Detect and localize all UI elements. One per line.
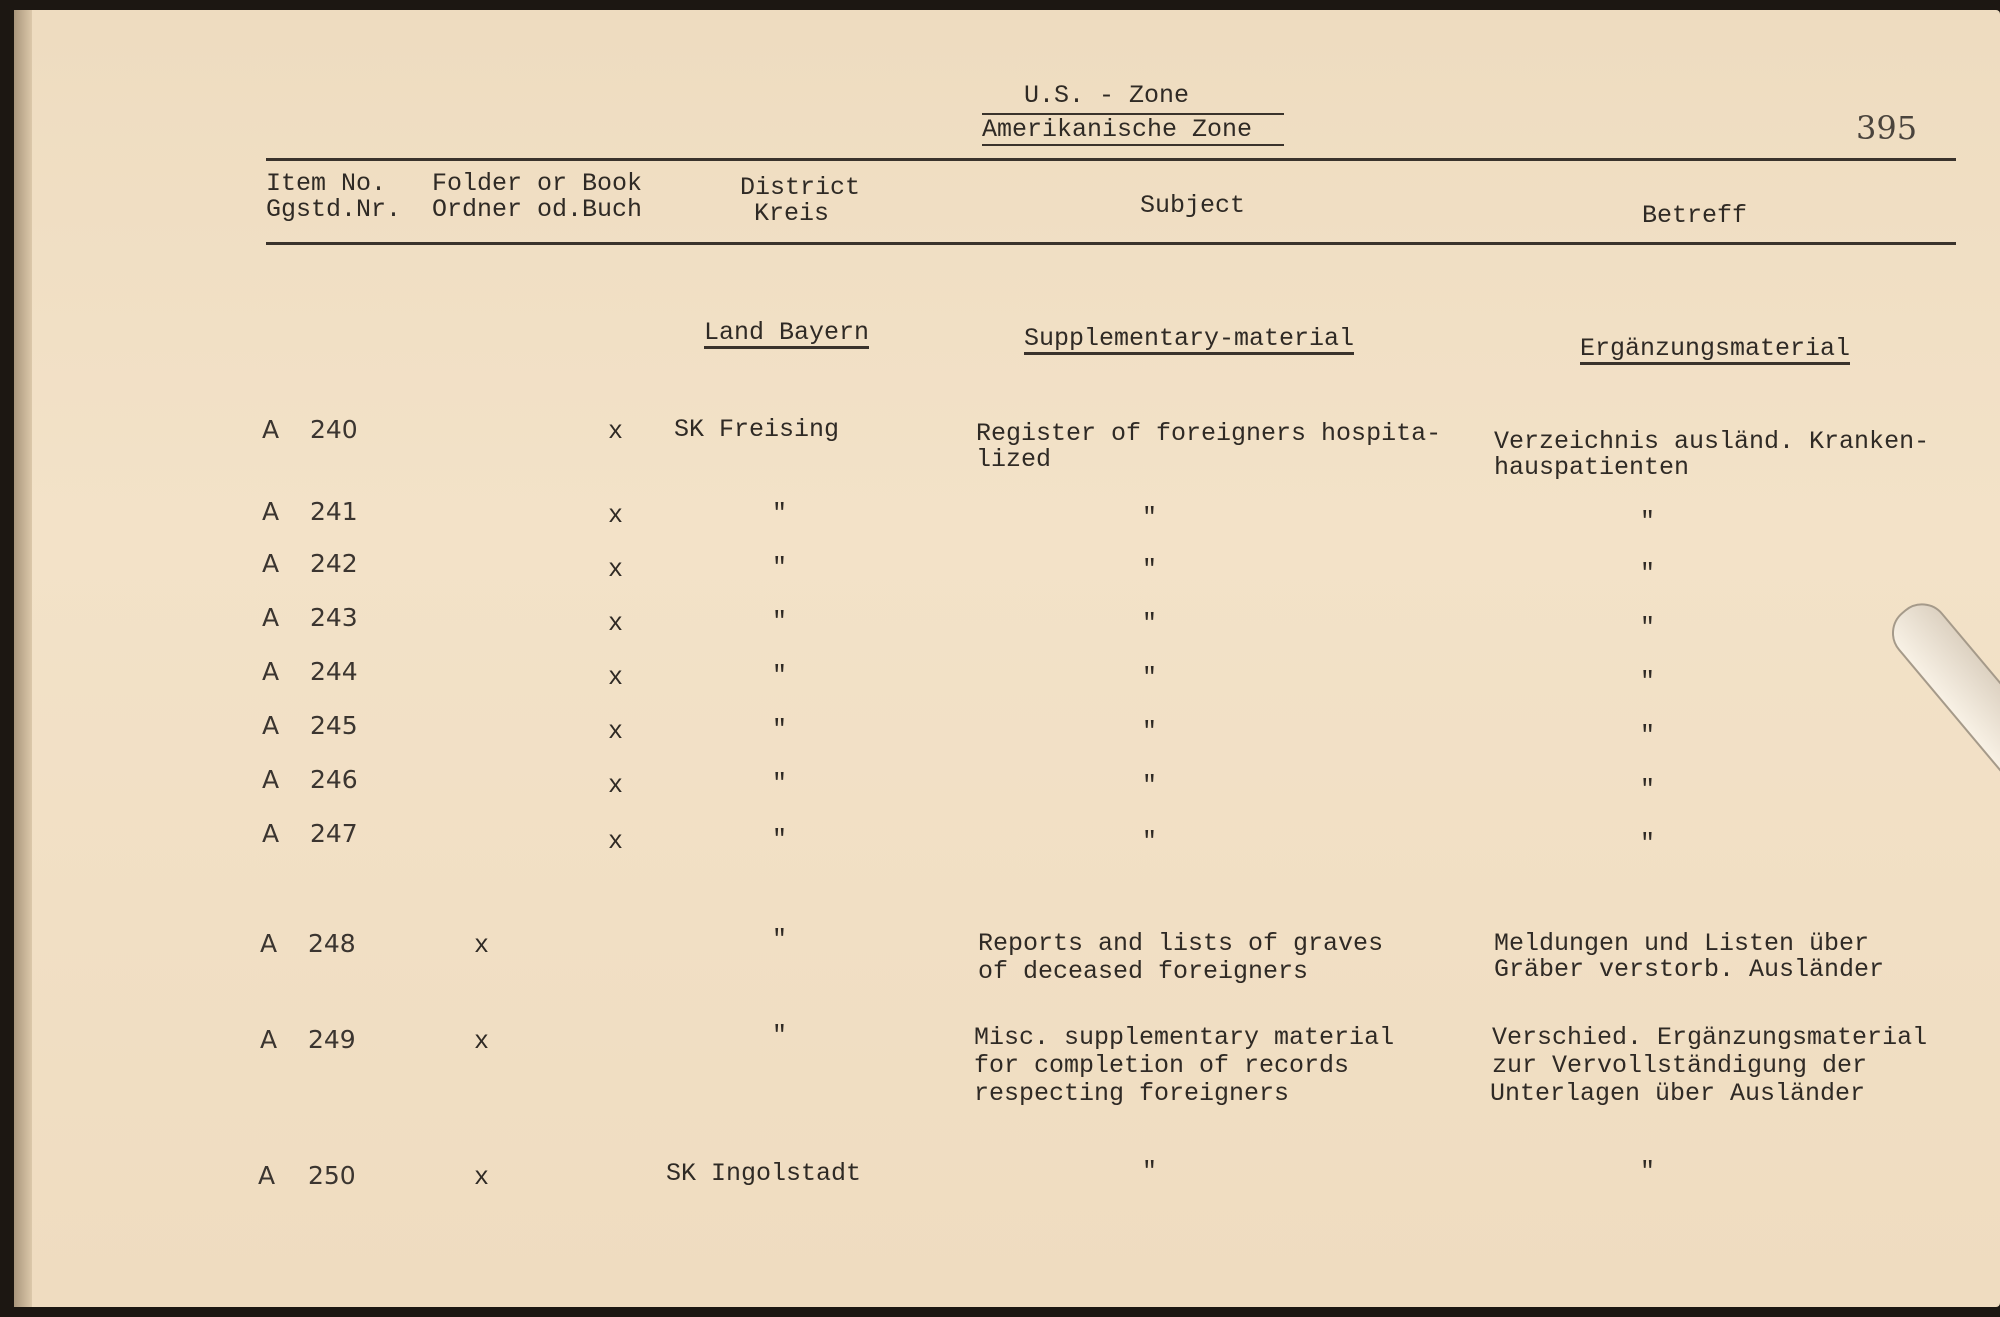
row-241-subject: " <box>1142 503 1158 532</box>
row-242-prefix: A <box>262 549 280 578</box>
row-243-prefix: A <box>262 603 280 632</box>
row-240-betreff-line2: hauspatienten <box>1494 453 1690 482</box>
col-district-de: Kreis <box>754 199 830 228</box>
row-244-betreff: " <box>1640 667 1656 696</box>
row-241-betreff: " <box>1640 507 1656 536</box>
document-page <box>14 10 2000 1307</box>
row-250-number: 250 <box>308 1161 356 1190</box>
row-250-folder-mark: x <box>474 1163 490 1192</box>
row-243-book-mark: x <box>608 609 624 638</box>
row-240-district: SK Freising <box>674 415 840 444</box>
row-250-district: SK Ingolstadt <box>666 1159 862 1188</box>
row-240-prefix: A <box>262 415 280 444</box>
col-item-de: Ggstd.Nr. <box>266 195 402 224</box>
row-242-number: 242 <box>310 549 358 578</box>
row-249-betreff-line2: zur Vervollständigung der <box>1492 1051 1868 1080</box>
row-244-number: 244 <box>310 657 358 686</box>
row-248-subject-line2: of deceased foreigners <box>978 957 1309 986</box>
row-249-subject-line2: for completion of records <box>974 1051 1350 1080</box>
row-245-prefix: A <box>262 711 280 740</box>
row-243-district: " <box>772 607 788 636</box>
row-245-subject: " <box>1142 717 1158 746</box>
row-247-book-mark: x <box>608 827 624 856</box>
row-247-number: 247 <box>310 819 358 848</box>
row-248-betreff-line2: Gräber verstorb. Ausländer <box>1494 955 1885 984</box>
row-249-betreff-line1: Verschied. Ergänzungsmaterial <box>1492 1023 1928 1052</box>
row-247-district: " <box>772 825 788 854</box>
row-249-number: 249 <box>308 1025 356 1054</box>
row-244-prefix: A <box>262 657 280 686</box>
page-clip-blade <box>1881 596 2000 806</box>
row-242-book-mark: x <box>608 555 624 584</box>
row-245-betreff: " <box>1640 721 1656 750</box>
row-248-folder-mark: x <box>474 931 490 960</box>
section-betreff: Ergänzungsmaterial <box>1580 334 1851 363</box>
row-240-number: 240 <box>310 415 358 444</box>
zone-title-de: Amerikanische Zone <box>982 115 1253 144</box>
header-top-rule <box>266 158 1956 161</box>
row-246-number: 246 <box>310 765 358 794</box>
row-246-book-mark: x <box>608 771 624 800</box>
row-249-district: " <box>772 1021 788 1050</box>
row-247-prefix: A <box>262 819 280 848</box>
col-betreff: Betreff <box>1642 201 1748 230</box>
row-250-subject: " <box>1142 1157 1158 1186</box>
row-248-subject-line1: Reports and lists of graves <box>978 929 1384 958</box>
row-246-prefix: A <box>262 765 280 794</box>
row-241-book-mark: x <box>608 501 624 530</box>
row-246-betreff: " <box>1640 775 1656 804</box>
row-243-subject: " <box>1142 609 1158 638</box>
row-240-book-mark: x <box>608 417 624 446</box>
row-241-prefix: A <box>262 497 280 526</box>
row-245-number: 245 <box>310 711 358 740</box>
row-242-district: " <box>772 553 788 582</box>
header-bottom-rule <box>266 242 1956 245</box>
section-subject: Supplementary-material <box>1024 324 1355 353</box>
row-248-number: 248 <box>308 929 356 958</box>
row-240-betreff-line1: Verzeichnis ausländ. Kranken- <box>1494 427 1930 456</box>
row-242-betreff: " <box>1640 559 1656 588</box>
col-district-en: District <box>740 173 861 202</box>
row-244-subject: " <box>1142 663 1158 692</box>
col-item-en: Item No. <box>266 169 387 198</box>
page-clip <box>1872 596 2000 806</box>
row-249-folder-mark: x <box>474 1027 490 1056</box>
row-248-district: " <box>772 925 788 954</box>
row-243-betreff: " <box>1640 613 1656 642</box>
row-250-prefix: A <box>258 1161 276 1190</box>
page-number: 395 <box>1856 109 1918 147</box>
row-242-subject: " <box>1142 555 1158 584</box>
zone-title-en: U.S. - Zone <box>1024 81 1190 110</box>
zone-underline <box>982 144 1284 146</box>
row-250-betreff: " <box>1640 1157 1656 1186</box>
row-246-subject: " <box>1142 771 1158 800</box>
row-249-prefix: A <box>260 1025 278 1054</box>
row-240-subject-line2: lized <box>976 445 1052 474</box>
col-subject: Subject <box>1140 191 1246 220</box>
row-241-district: " <box>772 499 788 528</box>
row-247-betreff: " <box>1640 829 1656 858</box>
row-248-betreff-line1: Meldungen und Listen über <box>1494 929 1870 958</box>
book-spine <box>14 10 32 1307</box>
col-folder-en: Folder or Book <box>432 169 643 198</box>
row-245-book-mark: x <box>608 717 624 746</box>
col-folder-de: Ordner od.Buch <box>432 195 643 224</box>
row-244-district: " <box>772 661 788 690</box>
row-244-book-mark: x <box>608 663 624 692</box>
row-249-subject-line1: Misc. supplementary material <box>974 1023 1395 1052</box>
row-246-district: " <box>772 769 788 798</box>
row-249-betreff-line3: Unterlagen über Ausländer <box>1490 1079 1866 1108</box>
section-land: Land Bayern <box>704 318 870 347</box>
row-243-number: 243 <box>310 603 358 632</box>
row-245-district: " <box>772 715 788 744</box>
row-247-subject: " <box>1142 827 1158 856</box>
row-248-prefix: A <box>260 929 278 958</box>
row-240-subject-line1: Register of foreigners hospita- <box>976 419 1442 448</box>
row-249-subject-line3: respecting foreigners <box>974 1079 1290 1108</box>
row-241-number: 241 <box>310 497 358 526</box>
